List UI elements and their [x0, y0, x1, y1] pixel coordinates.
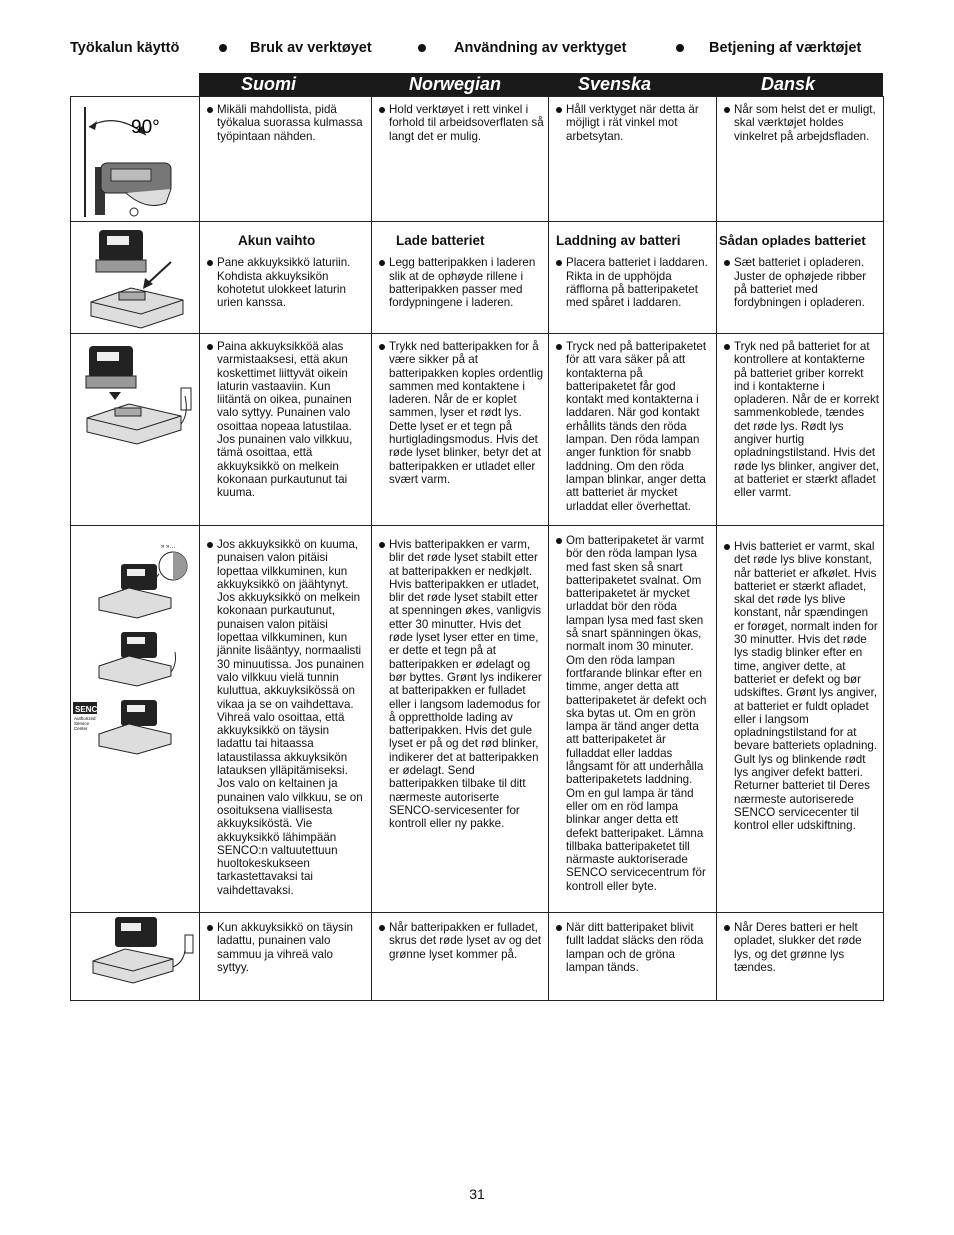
- table-row: [71, 97, 884, 222]
- header-bullet: [219, 44, 227, 52]
- instruction-text-fi: Paina akkuyksikköä alas varmistaaksesi, että akun koskettimet liittyvät oikein laturin vastaaviin. Kun liitäntä on oikea, punainen valo syttyy. Punainen valo osoittaa nopeaa latustilaa. Jos punainen valo vilkkuu, tämä osoittaa, että akkuyksikkö on melkein kokonaan purkautunut tai kuuma.: [206, 340, 367, 500]
- table-row: [71, 526, 884, 913]
- instruction-text-fi: Kun akkuyksikkö on täysin ladattu, punainen valo sammuu ja vihreä valo syttyy.: [206, 921, 367, 974]
- header-bullet: [418, 44, 426, 52]
- instruction-text-no: Hvis batteripakken er varm, blir det røde lyset stabilt etter at batteripakken er nedkjølt. Hvis batteripakken er utladet, blir det røde lyset stabilt etter at spenningen økes, vanligvis etter 30 minutter. Hvis det røde lyset lyser etter en time, er dette et tegn på at batteripakken er ødelagt og bør byttes. Grønt lys indikerer at batteripakken er fulladet eller i langsom lademodus for å opprettholde lading av batteripakken. Hvis det gule lyset er på og det rød blinker, indikerer det at batteripakken er ødelagt. Send batteripakken tilbake til ditt nærmeste autoriserte SENCO-servicesenter for kontroll eller ny pakke.: [378, 538, 544, 831]
- header-item-danish: Betjening af værktøjet: [709, 40, 862, 56]
- section-header: [0, 40, 954, 60]
- instruction-text-sv: Tryck ned på batteripaketet för att vara säker på att kontakterna på batteripaketet får god kontakt med kontakterna i laddaren. När god kontakt erhållits tänds den röda lampan. Den röda lampan anger funktion för snabb laddning. Om den röda lampan blinkar, anger detta att batteriet är mycket urladdat eller överhettat.: [555, 340, 712, 513]
- instruction-text-no: Trykk ned batteripakken for å være sikker på at batteripakken koples ordentlig sammen med kontaktene i laderen. Når de er koplet sammen, lyser et rødt lys. Dette lyset er et tegn på hurtigladingsmodus. Hvis det røde lyset blinker, betyr det at batteripakken er utladet eller svært varm.: [378, 340, 544, 486]
- illustration-cell: [71, 222, 200, 334]
- instruction-text-da: Hvis batteriet er varmt, skal det røde lys blive konstant, når batteriet er afkølet. Hvis batteriet er stærkt afladet, skal det røde lys blive konstant, når spændingen er forøget, normalt inden for 30 minutter. Hvis det røde lys stadig blinker efter en time, angiver dette, at batteriet er defekt og bør udskiftes. Grønt lys angiver, at batteriet er fuldt opladet eller i langsom opladningstilstand for at bevare batteriets opladning. Gult lys og blinkende rødt lys angiver defekt batteri. Returner batteriet til Deres nærmeste autoriserede SENCO servicecenter til kontrol eller udskiftning.: [723, 540, 879, 833]
- indicator-label: » »…: [161, 544, 176, 550]
- instruction-text-fi: Mikäli mahdollista, pidä työkalua suorassa kulmassa työpintaan nähden.: [206, 103, 367, 143]
- header-item-swedish: Användning av verktyget: [454, 40, 627, 56]
- instruction-text-sv: Om batteripaketet är varmt bör den röda lampan lysa med fast sken så snart batteripaketet svalnat. Om batteripaketet är mycket urladdat bör den röda lampan lysa med fast sken så snart spänningen ökas, normalt inom 30 minuter. Om den röda lampan fortfarande blinkar efter en timme, anger detta att batteripaketet är defekt och ska bytas ut. Om en grön lampa är tänd anger detta att batteripaketet är fulladdat eller laddas långsamt för att underhålla batteripaketets laddning. Om en gul lampa är tänd eller om en röd lampa blinkar anger detta ett defekt batteripaket. Lämna tillbaka batteripaketet till närmaste auktoriserade SENCO servicecentrum för kontroll eller byte.: [555, 534, 712, 893]
- instruction-text-da: Når som helst det er muligt, skal værktøjet holdes vinkelret på arbejdsfladen.: [723, 103, 879, 143]
- header-item-norwegian: Bruk av verktøyet: [250, 40, 372, 56]
- row-heading-no: Lade batteriet: [396, 233, 485, 248]
- row-heading-da: Sådan oplades batteriet: [719, 233, 866, 248]
- table-row: [71, 334, 884, 526]
- service-label-line-2: Service: [74, 721, 90, 726]
- battery-insert-charger-icon: [71, 222, 199, 332]
- language-label-suomi: Suomi: [241, 74, 297, 94]
- instruction-text-no: Legg batteripakken i laderen slik at de ophøyde rillene i batteripakken passer med fordypningene i laderen.: [378, 256, 544, 309]
- table-row: [71, 222, 884, 334]
- instruction-text-sv: Håll verktyget när detta är möjligt i rät vinkel mot arbetsytan.: [555, 103, 712, 143]
- instruction-text-no: Når batteripakken er fulladet, skrus det røde lyset av og det grønne lyset kommer på.: [378, 921, 544, 961]
- instruction-text-fi: Jos akkuyksikkö on kuuma, punaisen valon pitäisi lopettaa vilkkuminen, kun akkuyksikkö on jäähtynyt. Jos akkuyksikkö on melkein kokonaan purkautunut, punaisen valon pitäisi lopettaa vilkkuminen, kun jännite lisääntyy, normaalisti 30 minuutissa. Jos punainen valo vilkkuu vielä tunnin kuluttua, akkuyksikössä on vikaa ja se on vaihdettava. Vihreä valo osoittaa, että akkuyksikkö on täysin ladattu tai hitaassa lataustilassa akkuyksikön latauksen ylläpitämiseksi. Jos valo on keltainen ja punainen valo vilkkuu, se on osoituksena viallisesta akkuyksiköstä. Vie akkuyksikkö lähimpään SENCO:n valtuutettuun huoltokeskukseen tarkastettavaksi tai vaihdettavaksi.: [206, 538, 367, 897]
- charger-status-sequence-icon: [71, 526, 199, 766]
- charger-stage-2: [99, 632, 176, 686]
- service-label-line-1: Authorized: [74, 716, 96, 721]
- table-row: [71, 913, 884, 1001]
- senco-logo-text: SENCO: [75, 705, 104, 714]
- service-label-line-3: Center: [74, 726, 88, 731]
- tool-at-90-degrees-icon: [71, 97, 199, 221]
- header-bullet: [676, 44, 684, 52]
- language-label-norwegian: Norwegian: [409, 74, 502, 94]
- language-bar: [199, 73, 883, 96]
- charger-battery-full-icon: [71, 913, 199, 999]
- illustration-cell: [71, 334, 200, 526]
- illustration-cell: [71, 97, 200, 222]
- language-label-dansk: Dansk: [761, 74, 816, 94]
- instruction-text-da: Tryk ned på batteriet for at kontrollere at kontakterne på batteriet griber korrekt ind i kontakterne i opladeren. Når de er korrekt sammenkoblede, tændes det røde lys. Rødt lys angiver hurtig opladningstilstand. Hvis det røde lys blinker, angiver det, at batteriet er stærkt afladet eller varmt.: [723, 340, 879, 500]
- illustration-cell: [71, 526, 200, 913]
- instruction-text-sv: När ditt batteripaket blivit fullt laddat släcks den röda lampan och de gröna lampan tänds.: [555, 921, 712, 974]
- angle-label: 90°: [131, 117, 160, 138]
- instruction-text-sv: Placera batteriet i laddaren. Rikta in de upphöjda räfflorna på batteripaketet med spåret i laddaren.: [555, 256, 712, 309]
- header-item-finnish: Työkalun käyttö: [70, 40, 180, 56]
- instruction-text-no: Hold verktøyet i rett vinkel i forhold til arbeidsoverflaten så langt det er mulig.: [378, 103, 544, 143]
- instruction-text-da: Når Deres batteri er helt opladet, slukker det røde lys, og det grønne lys tændes.: [723, 921, 879, 974]
- instruction-table: [70, 96, 884, 1001]
- row-heading-fi: Akun vaihto: [238, 233, 316, 248]
- language-label-svenska: Svenska: [578, 74, 652, 94]
- illustration-cell: [71, 913, 200, 1001]
- instruction-text-da: Sæt batteriet i opladeren. Juster de ophøjede ribber på batteriet med fordybningen i opladeren.: [723, 256, 879, 309]
- row-heading-sv: Laddning av batteri: [556, 233, 681, 248]
- charger-stage-3: [99, 700, 171, 754]
- page-number: 31: [469, 1186, 485, 1202]
- battery-press-charger-icon: [71, 334, 199, 454]
- instruction-text-fi: Pane akkuyksikkö laturiin. Kohdista akkuyksikön kohotetut ulokkeet laturin urien kanssa.: [206, 256, 367, 309]
